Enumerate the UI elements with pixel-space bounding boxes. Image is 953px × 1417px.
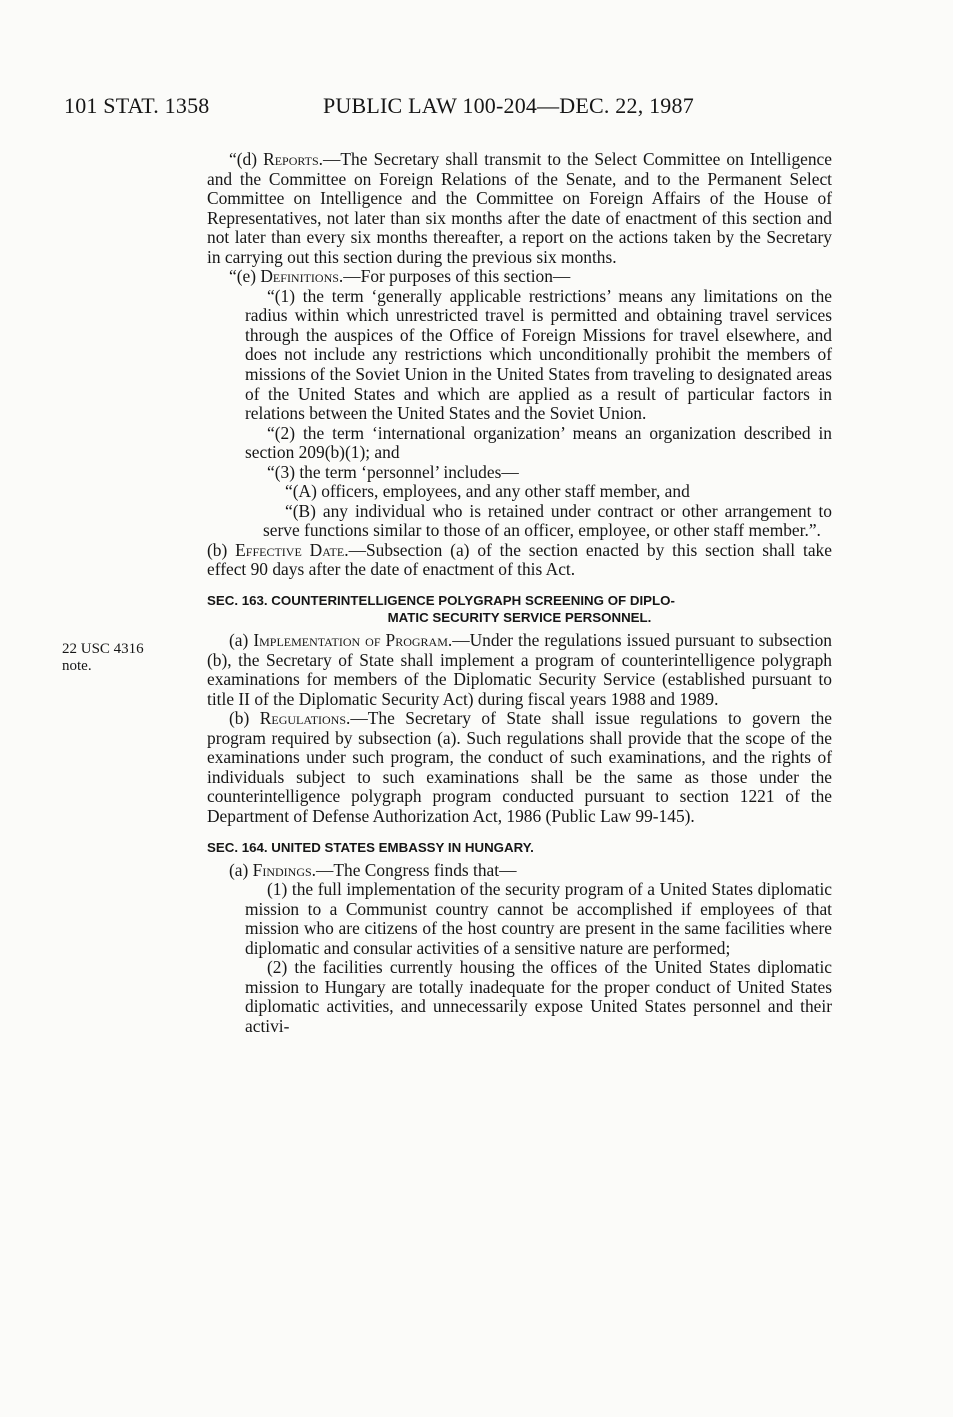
definition-3: “(3) the term ‘personnel’ includes— bbox=[267, 461, 519, 482]
section-164-heading: SEC. 164. UNITED STATES EMBASSY IN HUNGARY. bbox=[207, 839, 534, 855]
definition-2: “(2) the term ‘international organization’ means an organization described in section 209(b)(1); and bbox=[245, 422, 832, 463]
definition-1: “(1) the term ‘generally applicable restrictions’ means any limitations on the radius within which unrestricted travel is permitted and obtaining travel services through the auspices of the Office of Foreign Missions for travel elsewhere, and does not include any restrictions which unconditionally prohibit the members of missions of the Soviet Union in the United States from traveling to designated areas of the United States and which are applied as a result of particular factors in relations between the United States and the Soviet Union. bbox=[245, 285, 832, 424]
paragraph-heading: Reports. bbox=[263, 149, 324, 169]
paragraph-e-definitions: “(e) Definitions.—For purposes of this section— bbox=[229, 266, 571, 287]
paragraph-heading: Regulations. bbox=[259, 708, 351, 729]
margin-note bbox=[62, 641, 182, 675]
body-text bbox=[207, 150, 832, 1036]
paragraph-b-effective-date: (b) Effective Date.—Subsection (a) of the section enacted by this section shall take effect 90 days after the date of enactment of this Act. bbox=[207, 539, 832, 580]
sec164-paragraph-a: (a) Findings.—The Congress finds that— bbox=[229, 859, 517, 880]
margin-citation: 22 USC 4316 bbox=[62, 641, 144, 657]
paragraph-heading: Effective Date. bbox=[235, 539, 349, 560]
definition-3b: “(B) any individual who is retained under contract or other arrangement to serve functions similar to those of an officer, employee, or other staff member.”. bbox=[263, 500, 832, 541]
paragraph-heading: Implementation of Program. bbox=[253, 630, 453, 651]
finding-1: (1) the full implementation of the security program of a United States diplomatic mission to a Communist country cannot be accomplished if employees of that mission who are citizens of the host country are present in the same facilities where diplomatic and consular activities of a sensitive nature are performed; bbox=[245, 879, 832, 958]
paragraph-d-reports: “(d) Reports.—The Secretary shall transmit to the Select Committee on Intelligence and the Committee on Foreign Relations of the Senate, and to the Permanent Select Committee on Intelligence and the Committee on Foreign Affairs of the House of Representatives, not later than six months after the date of enactment of this section and not later than every six months thereafter, a report on the actions taken by the Secretary in carrying out this section during the previous six months. bbox=[207, 149, 832, 267]
margin-note-label: note. bbox=[62, 658, 92, 674]
paragraph-heading: Definitions. bbox=[260, 266, 344, 287]
paragraph-heading: Findings. bbox=[252, 859, 317, 880]
finding-2: (2) the facilities currently housing the offices of the United States diplomatic mission to Hungary are totally inadequate for the proper conduct of United States diplomatic activities, and unnecessarily expose United States personnel and their activi- bbox=[245, 957, 832, 1036]
statute-page-citation: 101 STAT. 1358 bbox=[64, 93, 210, 118]
sec163-paragraph-a: (a) Implementation of Program.—Under the regulations issued pursuant to subsection (b), the Secretary of State shall implement a program of counterintelligence polygraph examinations for members of the Diplomatic Security Service (established pursuant to title II of the Diplomatic Security Act) during fiscal years 1988 and 1989. bbox=[207, 630, 832, 709]
section-163-heading: SEC. 163. COUNTERINTELLIGENCE POLYGRAPH SCREENING OF DIPLO- MATIC SECURITY SERVICE PERSONNEL. bbox=[207, 593, 675, 626]
sec163-paragraph-b: (b) Regulations.—The Secretary of State shall issue regulations to govern the program required by subsection (a). Such regulations shall provide that the scope of the examinations under such program, the conduct of such examinations, and the rights of individuals subject to such examinations shall be the same as those under the counterintelligence polygraph program conducted pursuant to section 1221 of the Department of Defense Authorization Act, 1986 (Public Law 99-145). bbox=[207, 708, 832, 826]
running-header-title: PUBLIC LAW 100-204—DEC. 22, 1987 bbox=[323, 93, 694, 118]
definition-3a: “(A) officers, employees, and any other staff member, and bbox=[285, 481, 690, 502]
